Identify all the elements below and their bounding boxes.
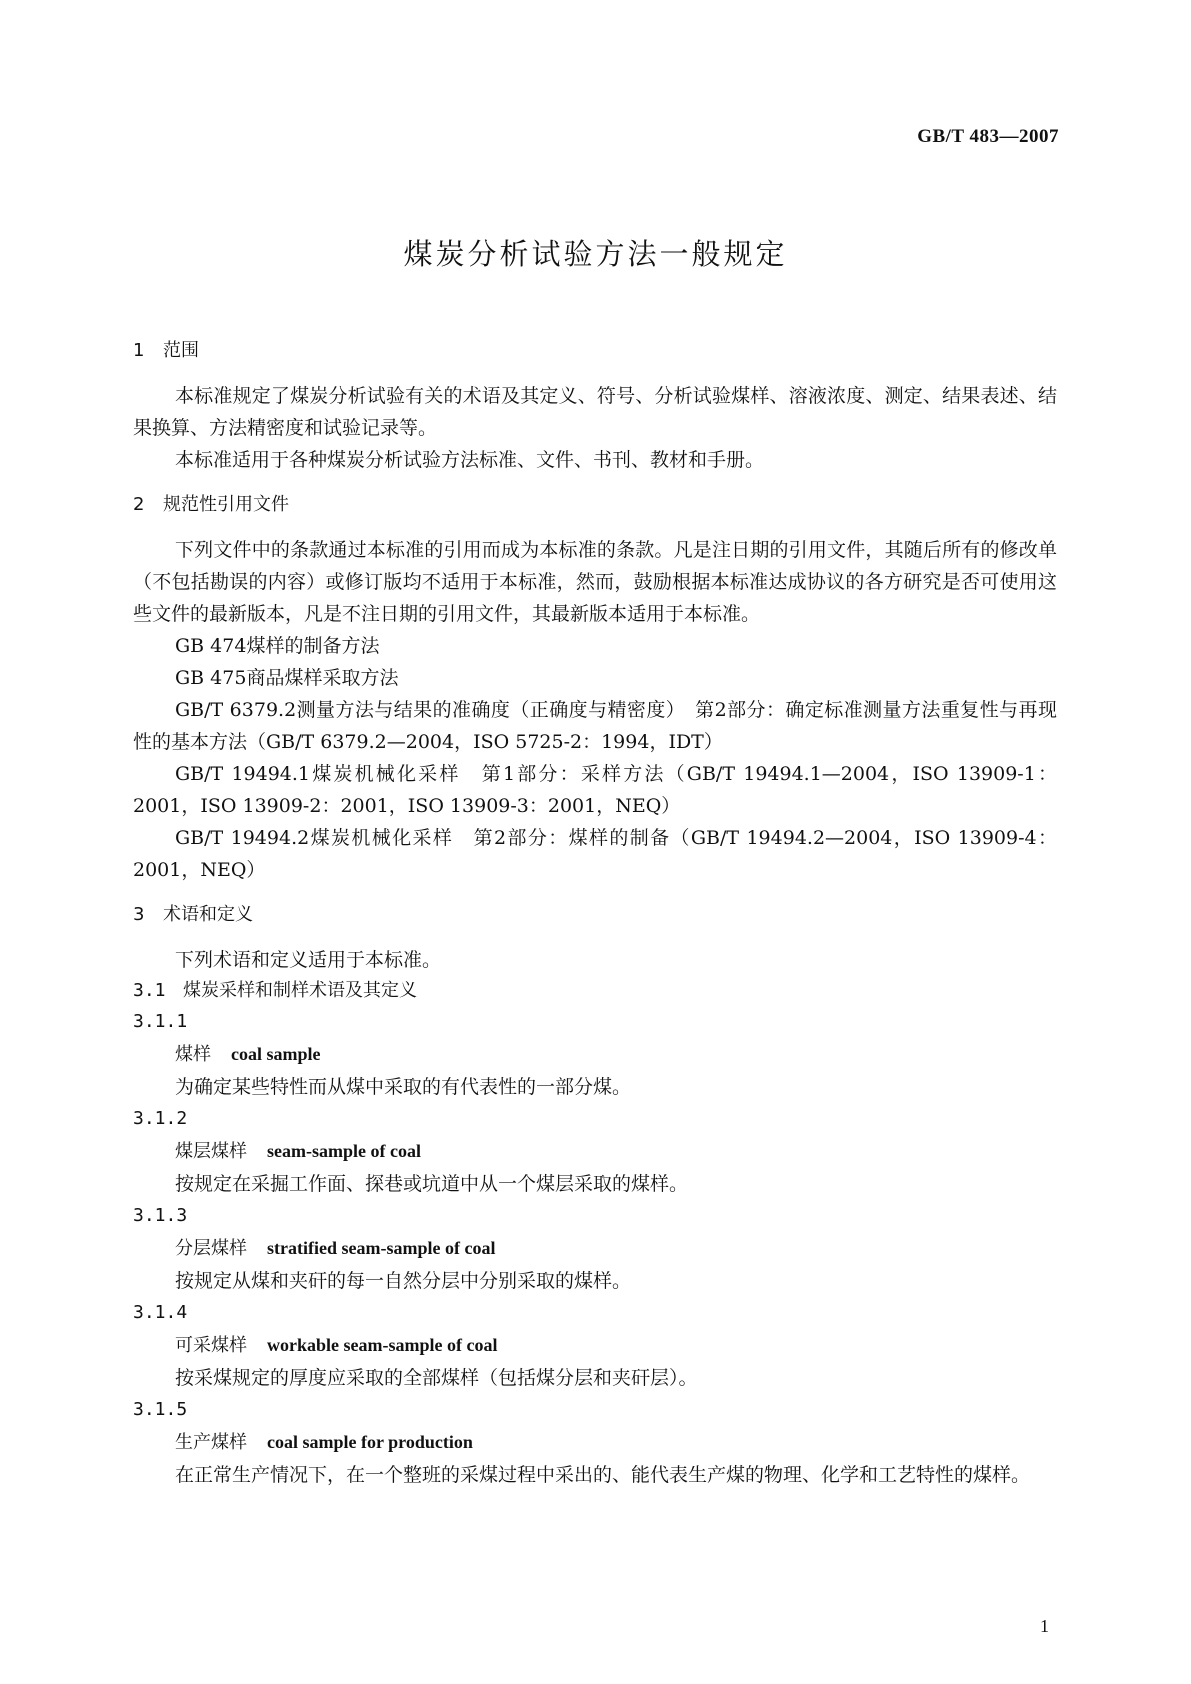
subsection-number: 3.1 (133, 980, 166, 1001)
term-number: 3.1.1 (133, 1011, 188, 1032)
paragraph: 下列文件中的条款通过本标准的引用而成为本标准的条款。凡是注日期的引用文件，其随后所有的修改单（不包括勘误的内容）或修订版均不适用于本标准，然而，鼓励根据本标准达成协议的各方研究是否可使用这些文件的最新版本，凡是不注日期的引用文件，其最新版本适用于本标准。 (133, 539, 1057, 625)
section-number: 1 (133, 340, 145, 361)
term-name (133, 1426, 1057, 1459)
reference-code: GB 475 (175, 667, 247, 689)
reference-item (133, 662, 1057, 694)
term-definition: 为确定某些特性而从煤中采取的有代表性的一部分煤。 (175, 1076, 632, 1098)
reference-title: 煤炭机械化采样 第1部分：采样方法（GB/T 19494.1—2004，ISO 13909-1：2001，ISO 13909-2：2001，ISO 13909-3：2001，NEQ） (133, 763, 1058, 817)
term-definition: 在正常生产情况下，在一个整班的采煤过程中采出的、能代表生产煤的物理、化学和工艺特性的煤样。 (175, 1464, 1031, 1486)
term-entry (133, 1394, 1057, 1491)
page-number: 1 (1040, 1616, 1049, 1636)
reference-item (133, 758, 1057, 822)
term-number: 3.1.4 (133, 1302, 188, 1323)
term-definition: 按规定在采掘工作面、探巷或坑道中从一个煤层采取的煤样。 (175, 1173, 689, 1195)
term-zh: 煤样 (175, 1044, 211, 1065)
paragraph: 本标准规定了煤炭分析试验有关的术语及其定义、符号、分析试验煤样、溶液浓度、测定、结果表述、结果换算、方法精密度和试验记录等。 (133, 385, 1057, 439)
term-number: 3.1.5 (133, 1399, 188, 1420)
reference-title: 测量方法与结果的准确度（正确度与精密度） 第2部分：确定标准测量方法重复性与再现性的基本方法（GB/T 6379.2—2004，ISO 5725-2：1994，IDT） (133, 699, 1057, 753)
reference-item (133, 630, 1057, 662)
document-title: 煤炭分析试验方法一般规定 (403, 237, 788, 271)
reference-code: GB 474 (175, 635, 247, 657)
section-heading-terms-and-definitions (133, 900, 1057, 930)
term-en: seam-sample of coal (267, 1141, 421, 1161)
term-en: stratified seam-sample of coal (267, 1238, 496, 1258)
term-name (133, 1232, 1057, 1265)
reference-code: GB/T 19494.2 (175, 827, 310, 849)
reference-code: GB/T 6379.2 (175, 699, 297, 721)
term-number: 3.1.3 (133, 1205, 188, 1226)
section-heading-scope (133, 336, 1057, 366)
term-name (133, 1135, 1057, 1168)
section-number: 3 (133, 904, 145, 925)
term-zh: 煤层煤样 (175, 1141, 247, 1162)
term-entry (133, 1297, 1057, 1394)
term-name (133, 1038, 1057, 1071)
document-body (133, 336, 1057, 1491)
reference-item (133, 822, 1057, 886)
term-name (133, 1329, 1057, 1362)
reference-title: 煤炭机械化采样 第2部分：煤样的制备（GB/T 19494.2—2004，ISO 13909-4：2001，NEQ） (133, 827, 1057, 881)
term-entry (133, 1103, 1057, 1200)
standard-code: GB/T 483—2007 (917, 126, 1059, 147)
term-en: workable seam-sample of coal (267, 1335, 498, 1355)
reference-title: 商品煤样采取方法 (246, 667, 399, 689)
term-definition: 按采煤规定的厚度应采取的全部煤样（包括煤分层和夹矸层）。 (175, 1367, 698, 1389)
section-number: 2 (133, 494, 145, 515)
term-number: 3.1.2 (133, 1108, 188, 1129)
term-zh: 可采煤样 (175, 1335, 247, 1356)
term-definition: 按规定从煤和夹矸的每一自然分层中分别采取的煤样。 (175, 1270, 632, 1292)
subsection-title: 煤炭采样和制样术语及其定义 (183, 980, 417, 1001)
term-zh: 分层煤样 (175, 1238, 247, 1259)
term-en: coal sample for production (267, 1432, 473, 1452)
section-heading-normative-references (133, 490, 1057, 520)
section-title: 范围 (163, 340, 199, 361)
reference-item (133, 694, 1057, 758)
reference-code: GB/T 19494.1 (175, 763, 311, 785)
reference-title: 煤样的制备方法 (246, 635, 380, 657)
term-entry (133, 1200, 1057, 1297)
subsection-heading (133, 976, 1057, 1006)
section-title: 术语和定义 (163, 904, 253, 925)
term-entry (133, 1006, 1057, 1103)
term-zh: 生产煤样 (175, 1432, 247, 1453)
paragraph: 下列术语和定义适用于本标准。 (175, 949, 442, 971)
section-title: 规范性引用文件 (163, 494, 289, 515)
term-en: coal sample (231, 1044, 321, 1064)
paragraph: 本标准适用于各种煤炭分析试验方法标准、文件、书刊、教材和手册。 (175, 449, 765, 471)
